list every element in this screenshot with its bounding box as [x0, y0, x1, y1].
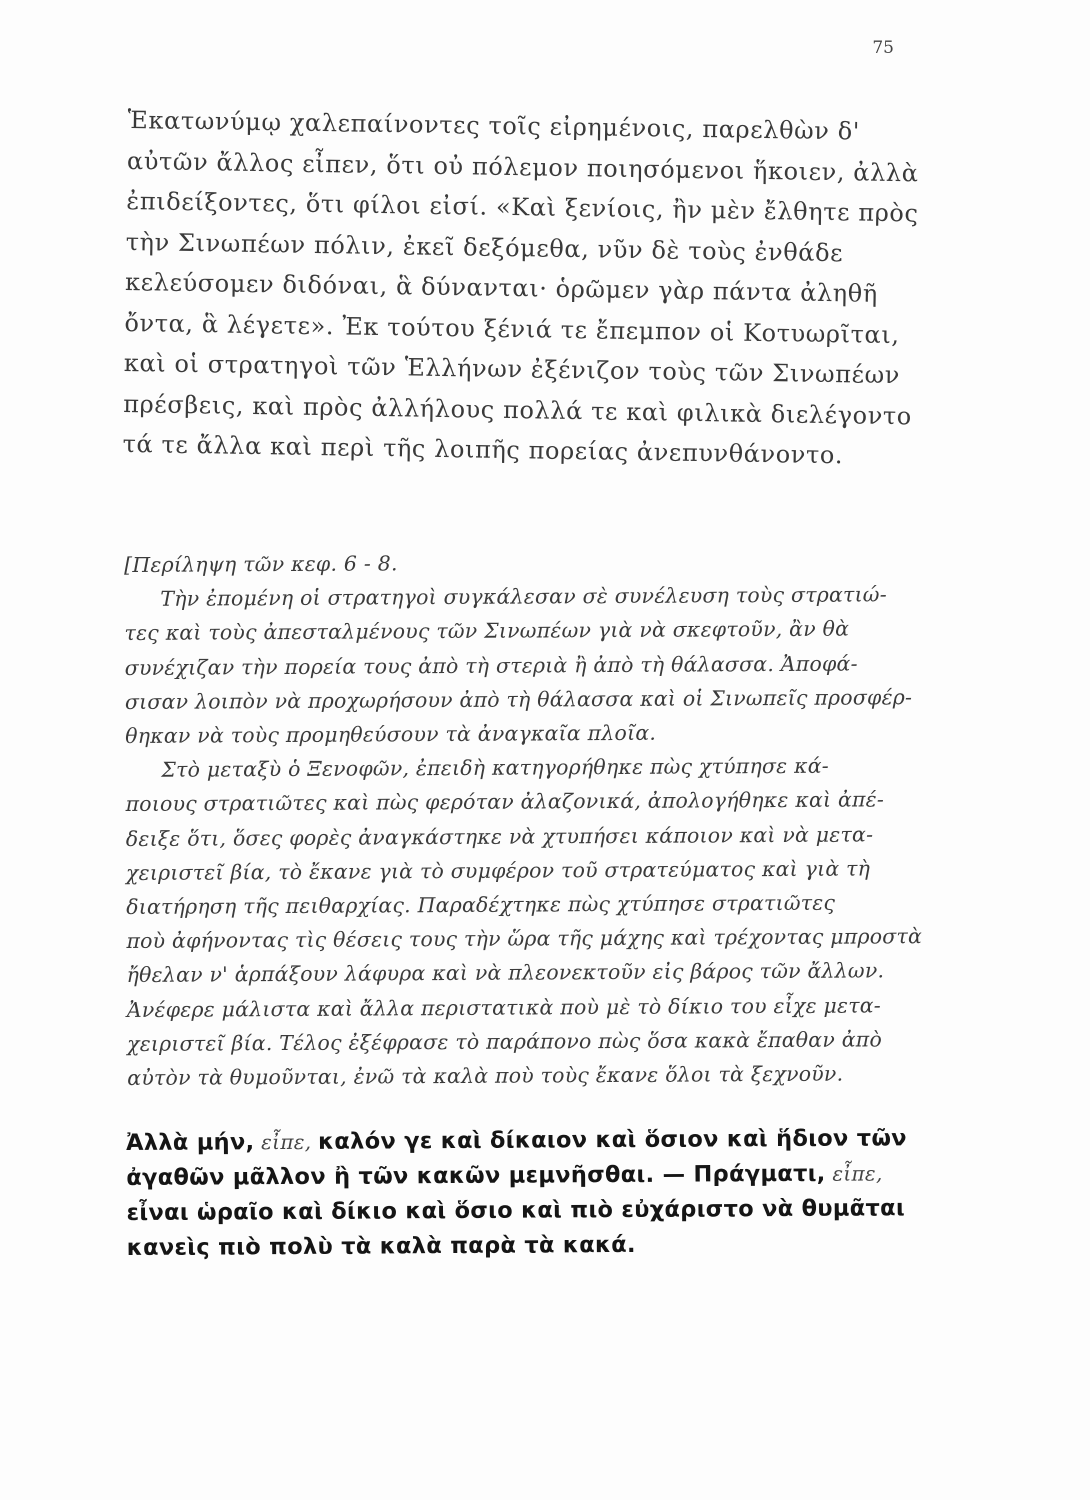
chapter-summary	[124, 543, 923, 1095]
summary-line: ποιους στρατιῶτες καὶ πὼς φερόταν ἀλαζονικά, ἀπολογήθηκε καὶ ἀπέ-	[125, 787, 885, 817]
summary-line: συνέχιζαν τὴν πορεία τους ἀπὸ τὴ στεριὰ ἢ ἀπὸ τὴ θάλασσα. Ἀποφά-	[124, 651, 858, 680]
text-line: κελεύσομεν διδόναι, ἃ δύνανται· ὁρῶμεν γὰρ πάντα ἀληθῆ	[124, 267, 879, 308]
text-line: αὐτῶν ἄλλος εἶπεν, ὅτι οὐ πόλεμον ποιησόμενοι ἥκοιεν, ἀλλὰ	[126, 146, 919, 187]
quote-line	[126, 1156, 926, 1196]
summary-line: χειριστεῖ βία. Τέλος ἐξέφρασε τὸ παράπονο πὼς ὅσα κακὰ ἔπαθαν ἀπὸ	[126, 1027, 883, 1056]
text-line: Ἑκατωνύμῳ χαλεπαίνοντες τοῖς εἰρημένοις, παρελθὼν δ'	[127, 105, 861, 146]
quote-passage	[126, 1121, 927, 1266]
summary-line: θηκαν νὰ τοὺς προμηθεύσουν τὰ ἀναγκαῖα πλοῖα.	[125, 720, 657, 749]
said-word: εἶπε,	[825, 1161, 883, 1186]
quote-line: κανεὶς πιὸ πολὺ τὰ καλὰ παρὰ τὰ κακά.	[126, 1231, 636, 1261]
summary-line: δειξε ὅτι, ὅσες φορὲς ἀναγκάστηκε νὰ χτυπήσει κάποιον καὶ νὰ μετα-	[125, 822, 874, 851]
text-line: καὶ οἱ στρατηγοὶ τῶν Ἑλλήνων ἐξένιζον τοὺς τῶν Σινωπέων	[123, 348, 901, 390]
summary-line: ἤθελαν ν' ἁρπάξουν λάφυρα καὶ νὰ πλεονεκτοῦν εἰς βάρος τῶν ἄλλων.	[126, 958, 885, 988]
text-line: ἐπιδείξοντες, ὅτι φίλοι εἰσί. «Καὶ ξενίοις, ἢν μὲν ἔλθητε πρὸς	[126, 186, 919, 228]
quote-text: Ἀλλὰ μήν,	[126, 1129, 255, 1156]
summary-line: αὐτὸν τὰ θυμοῦνται, ἐνῶ τὰ καλὰ ποὺ τοὺς ἔκανε ὅλοι τὰ ξεχνοῦν.	[127, 1061, 844, 1091]
summary-heading: [Περίληψη τῶν κεφ. 6 - 8.	[124, 551, 398, 577]
summary-line: σισαν λοιπὸν νὰ προχωρήσουν ἀπὸ τὴ θάλασσα καὶ οἱ Σινωπεῖς προσφέρ-	[124, 685, 913, 714]
text-line: τά τε ἄλλα καὶ περὶ τῆς λοιπῆς πορείας ἀνεπυνθάνοντο.	[122, 429, 844, 470]
summary-line: διατήρηση τῆς πειθαρχίας. Παραδέχτηκε πὼς χτύπησε στρατιῶτες	[126, 890, 836, 920]
summary-line: τες καὶ τοὺς ἀπεσταλμένους τῶν Σινωπέων γιὰ νὰ σκεφτοῦν, ἂν θὰ	[124, 616, 850, 646]
quote-line: εἶναι ὡραῖο καὶ δίκιο καὶ ὅσιο καὶ πιὸ εὐχάριστο νὰ θυμᾶται	[126, 1195, 906, 1226]
text-line: πρέσβεις, καὶ πρὸς ἀλλήλους πολλά τε καὶ φιλικὰ διελέγοντο	[123, 389, 913, 430]
ancient-greek-passage	[122, 100, 918, 477]
summary-line: Στὸ μεταξὺ ὁ Ξενοφῶν, ἐπειδὴ κατηγορήθηκε πὼς χτύπησε κά-	[161, 753, 829, 782]
quote-text: καλόν γε καὶ δίκαιον καὶ ὅσιον καὶ ἥδιον τῶν	[317, 1125, 907, 1155]
summary-line: Ἀνέφερε μάλιστα καὶ ἄλλα περιστατικὰ ποὺ μὲ τὸ δίκιο του εἶχε μετα-	[126, 993, 881, 1022]
said-word: εἶπε,	[254, 1129, 319, 1155]
summary-line: Τὴν ἐπομένη οἱ στρατηγοὶ συγκάλεσαν σὲ συνέλευση τοὺς στρατιώ-	[160, 582, 887, 611]
summary-line: χειριστεῖ βία, τὸ ἔκανε γιὰ τὸ συμφέρον τοῦ στρατεύματος καὶ γιὰ τὴ	[125, 856, 871, 885]
text-line: τὴν Σινωπέων πόλιν, ἐκεῖ δεξόμεθα, νῦν δὲ τοὺς ἐνθάδε	[125, 227, 844, 267]
summary-line: ποὺ ἀφήνοντας τὶς θέσεις τους τὴν ὥρα τῆς μάχης καὶ τρέχοντας μπροστὰ	[126, 924, 923, 954]
quote-line	[126, 1121, 926, 1161]
quote-text: ἀγαθῶν μᾶλλον ἢ τῶν κακῶν μεμνῆσθαι. — Πράγματι,	[126, 1160, 826, 1191]
page-number: 75	[872, 38, 894, 58]
text-line: ὄντα, ἃ λέγετε». Ἐκ τούτου ξένιά τε ἔπεμπον οἱ Κοτυωρῖται,	[124, 308, 900, 349]
